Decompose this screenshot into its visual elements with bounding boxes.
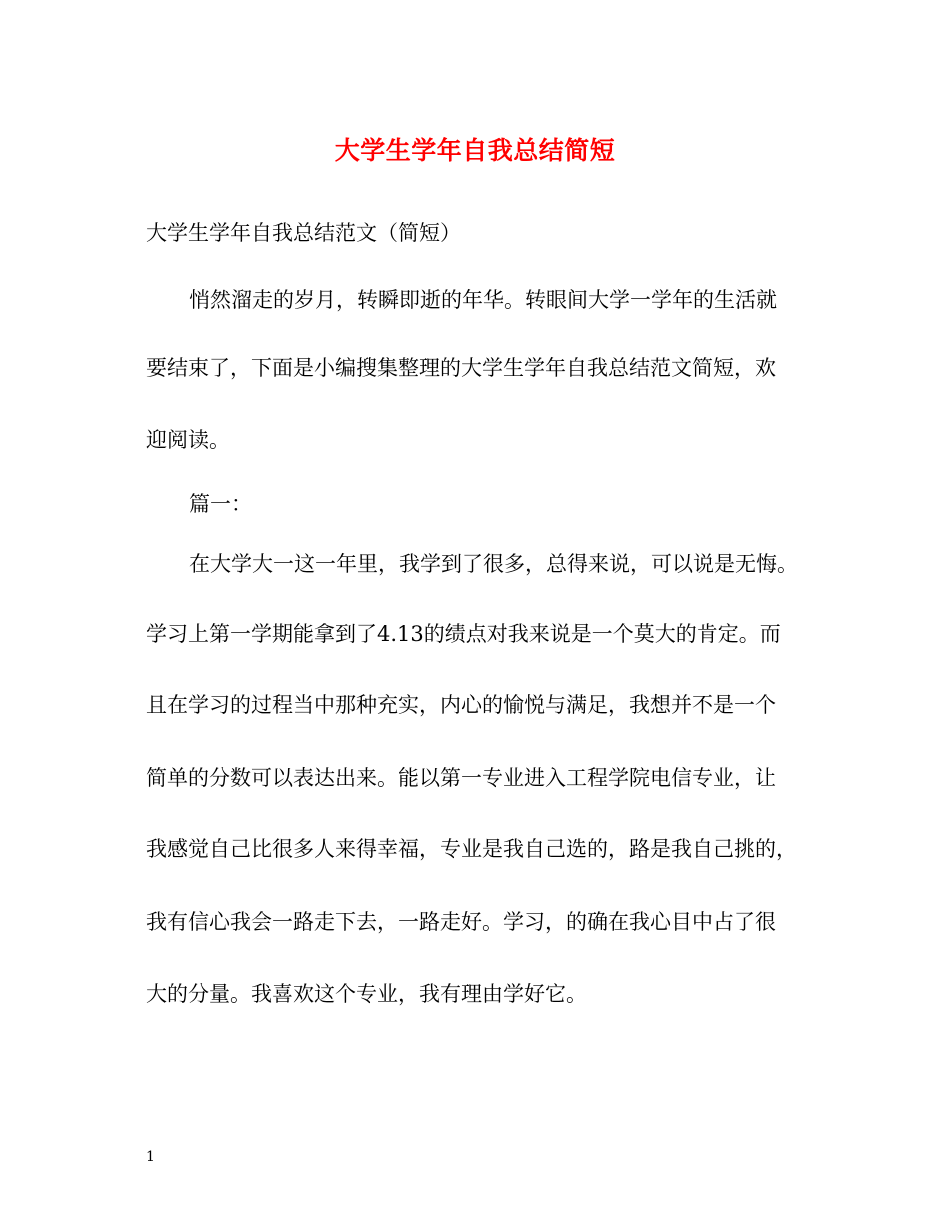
body-line-9: 我有信心我会一路走下去，一路走好。学习，的确在我心目中占了很 bbox=[146, 910, 776, 934]
body-line-4: 在大学大一这一年里，我学到了很多，总得来说，可以说是无悔。 bbox=[189, 552, 798, 576]
body-line-8: 我感觉自己比很多人来得幸福，专业是我自己选的，路是我自己挑的， bbox=[146, 837, 797, 861]
section-heading: 篇一： bbox=[189, 492, 252, 516]
body-line-3: 迎阅读。 bbox=[146, 428, 230, 452]
document-title: 大学生学年自我总结简短 bbox=[334, 136, 616, 165]
body-line-10: 大的分量。我喜欢这个专业，我有理由学好它。 bbox=[146, 982, 587, 1006]
body-line-2: 要结束了，下面是小编搜集整理的大学生学年自我总结范文简短，欢 bbox=[146, 356, 776, 380]
body-line-1: 悄然溜走的岁月，转瞬即逝的年华。转眼间大学一学年的生活就 bbox=[189, 288, 777, 312]
body-line-7: 简单的分数可以表达出来。能以第一专业进入工程学院电信专业，让 bbox=[146, 766, 776, 790]
body-line-5: 学习上第一学期能拿到了4.13的绩点对我来说是一个莫大的肯定。而 bbox=[146, 622, 781, 646]
body-line-6: 且在学习的过程当中那种充实，内心的愉悦与满足，我想并不是一个 bbox=[146, 693, 776, 717]
page-number: 1 bbox=[146, 1149, 155, 1165]
document-subtitle: 大学生学年自我总结范文（简短） bbox=[146, 221, 461, 245]
